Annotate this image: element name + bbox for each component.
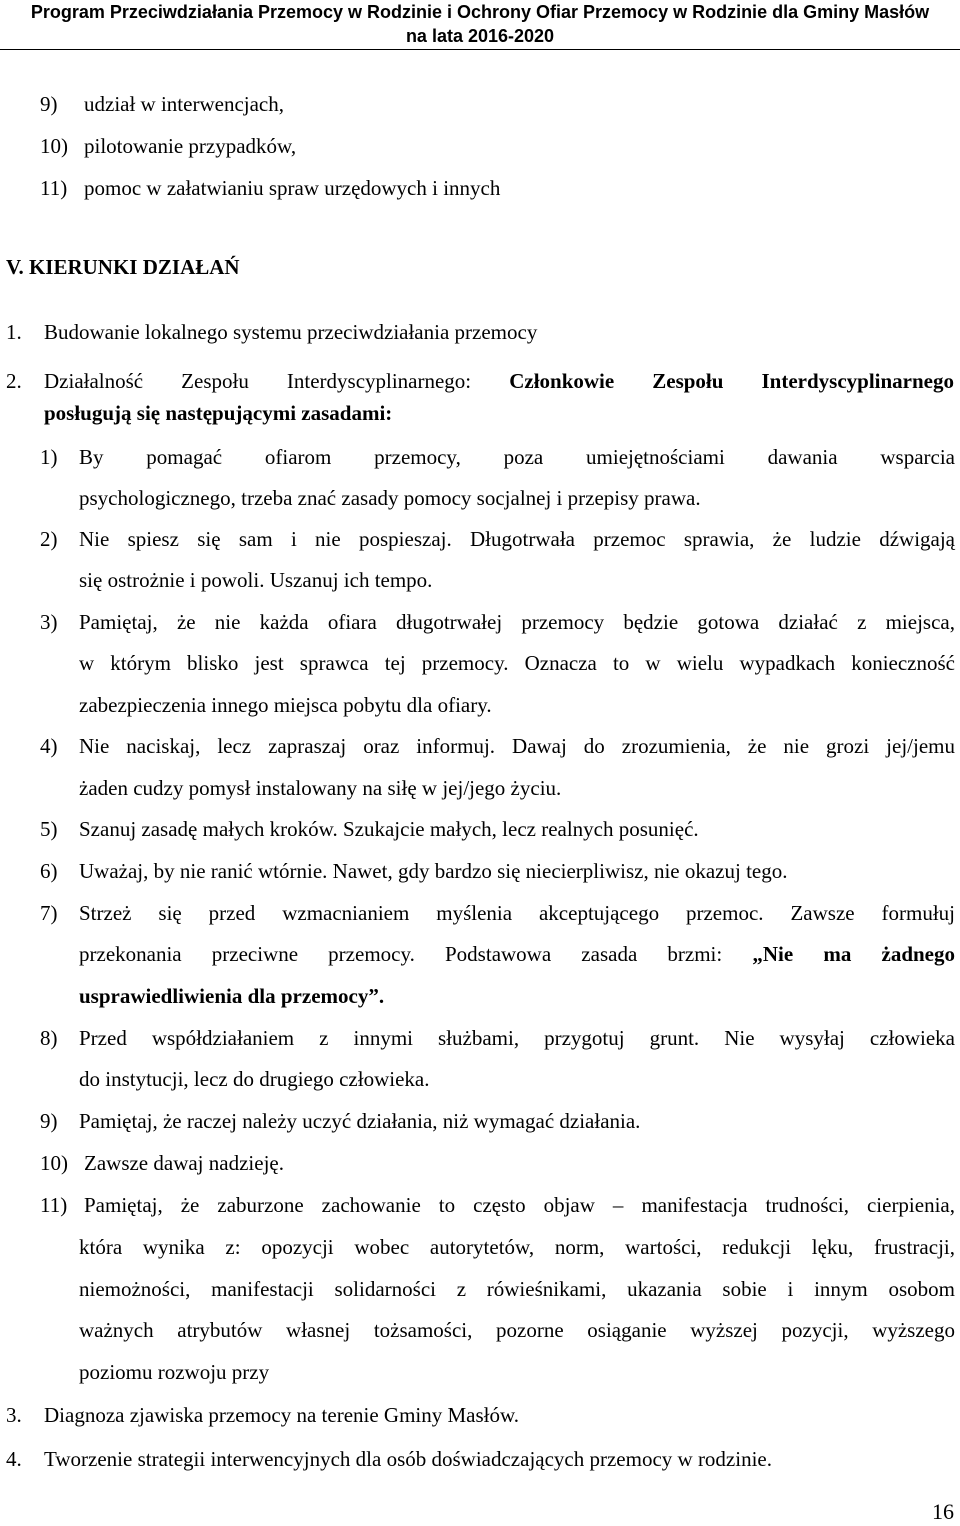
rule-line: Uważaj, by nie ranić wtórnie. Nawet, gdy bardzo się niecierpliwisz, nie okazuj tego. [79,859,788,883]
list-item-text: udział w interwencjach, [84,92,284,116]
rule-line: By pomagać ofiarom przemocy, poza umiejętnościami dawania wsparcia [79,445,955,469]
list-item-text: pilotowanie przypadków, [84,134,297,158]
rule-line: Pamiętaj, że zaburzone zachowanie to często objaw – manifestacja trudności, cierpienia, [84,1193,955,1217]
rule-line: która wynika z: opozycji wobec autorytetów, norm, wartości, redukcji lęku, frustracji, [79,1235,955,1259]
header-title: Program Przeciwdziałania Przemocy w Rodzinie i Ochrony Ofiar Przemocy w Rodzinie dla Gminy Masłów [30,2,930,22]
running-header [0,0,960,48]
rule-line: się ostrożnie i powoli. Uszanuj ich tempo. [79,568,433,592]
rule-line: Nie naciskaj, lecz zapraszaj oraz informuj. Dawaj do zrozumienia, że nie grozi jej/jemu [79,734,955,758]
rule-line: Pamiętaj, że nie każda ofiara długotrwałej przemocy będzie gotowa działać z miejsca, [79,610,955,634]
rule-line: psychologicznego, trzeba znać zasady pomocy socjalnej i przepisy prawa. [79,486,701,510]
rule-bold-text: usprawiedliwienia dla przemocy”. [79,984,385,1008]
item-intro: Działalność Zespołu Interdyscyplinarnego: [44,369,472,393]
list-item-number: 10) [40,134,68,158]
rule-number: 3) [40,610,58,634]
rule-bold-text: „Nie ma żadnego [752,942,955,966]
rule-line: ważnych atrybutów własnej tożsamości, pozorne osiąganie wyższej pozycji, wyższego [79,1318,955,1342]
header-years: na lata 2016-2020 [405,26,555,46]
rule-line: poziomu rozwoju przy [79,1360,270,1384]
item-bold-text: posługują się następującymi zasadami: [44,401,393,425]
rule-line: Szanuj zasadę małych kroków. Szukajcie małych, lecz realnych posunięć. [79,817,699,841]
rule-number: 4) [40,734,58,758]
section-item-text: Tworzenie strategii interwencyjnych dla osób doświadczających przemocy w rodzinie. [44,1447,772,1471]
rule-line [79,933,955,975]
rule-number: 2) [40,527,58,551]
list-item-number: 11) [40,176,68,200]
rule-number: 5) [40,817,58,841]
rule-number: 8) [40,1026,58,1050]
rule-number: 1) [40,445,58,469]
rule-line: niemożności, manifestacji solidarności z rówieśnikami, ukazania sobie i innym osobom [79,1277,955,1301]
rule-number: 7) [40,901,58,925]
section-item-number: 3. [6,1403,22,1427]
section-item-number: 4. [6,1447,22,1471]
section-item-text: Budowanie lokalnego systemu przeciwdziałania przemocy [44,320,538,344]
section-item-text: Diagnoza zjawiska przemocy na terenie Gminy Masłów. [44,1403,520,1427]
rule-number: 6) [40,859,58,883]
rule-line: Nie spiesz się sam i nie pospieszaj. Długotrwała przemoc sprawia, że ludzie dźwigają [79,527,955,551]
rule-line: Pamiętaj, że raczej należy uczyć działania, niż wymagać działania. [79,1109,641,1133]
section-heading: V. KIERUNKI DZIAŁAŃ [6,255,240,279]
rule-number: 9) [40,1109,58,1133]
section-item-number: 1. [6,320,22,344]
rule-line: żaden cudzy pomysł instalowany na siłę w jej/jego życiu. [79,776,562,800]
list-item-text: pomoc w załatwianiu spraw urzędowych i innych [84,176,501,200]
header-divider [0,49,960,50]
rule-line: do instytucji, lecz do drugiego człowieka. [79,1067,430,1091]
rule-line: zabezpieczenia innego miejsca pobytu dla ofiary. [79,693,492,717]
section-item-number: 2. [6,369,22,393]
rule-line: w którym blisko jest sprawca tej przemocy. Oznacza to w wielu wypadkach konieczność [79,651,955,675]
rule-line: Strzeż się przed wzmacnianiem myślenia akceptującego przemoc. Zawsze formułuj [79,901,955,925]
rule-number: 11) [40,1193,68,1217]
rule-line: Zawsze dawaj nadzieję. [84,1151,284,1175]
item-bold-text: Członkowie Zespołu Interdyscyplinarnego [509,369,954,393]
rule-number: 10) [40,1151,68,1175]
rule-line: Przed współdziałaniem z innymi służbami, przygotuj grunt. Nie wysyłaj człowieka [79,1026,955,1050]
rule-text: przekonania przeciwne przemocy. Podstawowa zasada brzmi: [79,942,723,966]
list-item-number: 9) [40,92,58,116]
page-number: 16 [932,1499,954,1524]
